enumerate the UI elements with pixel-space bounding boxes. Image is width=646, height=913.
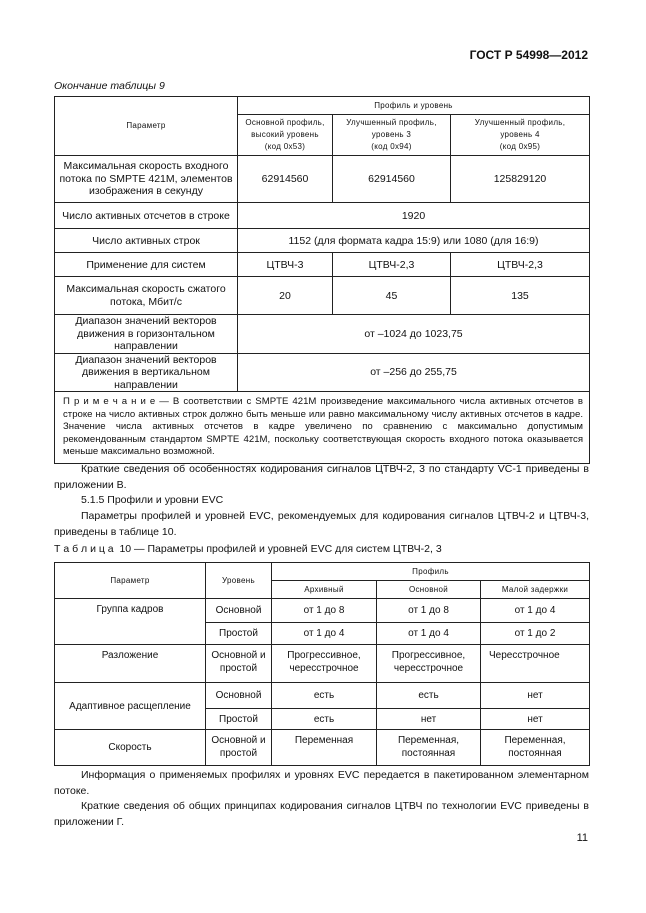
table-9	[54, 96, 590, 464]
cell-value: от 1 до 4	[272, 623, 377, 645]
cell-value: 45	[333, 277, 451, 315]
paragraph-vc1: Краткие сведения об особенностях кодирования сигналов ЦТВЧ-2, 3 по стандарту VC-1 приведены в приложении В.	[54, 463, 589, 491]
cell-level: Основной и простой	[206, 645, 272, 683]
cell-value: нет	[481, 709, 590, 730]
cell-value: от –256 до 255,75	[238, 353, 590, 392]
row-label: Число активных отсчетов в строке	[55, 203, 238, 229]
row-label: Максимальная скорость сжатого потока, Мбит/с	[55, 277, 238, 315]
cell-value: 1152 (для формата кадра 15:9) или 1080 (для 16:9)	[238, 229, 590, 253]
cell-value: 62914560	[238, 156, 333, 203]
cell-value: ЦТВЧ-2,3	[451, 253, 590, 277]
row-label: Максимальная скорость входного потока по SMPTE 421M, элементов изображения в секунду	[55, 156, 238, 203]
table-row	[55, 353, 590, 392]
table9-note: П р и м е ч а н и е — В соответствии с SMPTE 421M произведение максимального числа активных отсчетов в строке на число активных строк должно быть меньше или равно максимальному числу активных отсчетов в кадре. Значение числа активных отсчетов в кадре увеличено по сравнению с максимально допустимым рекомендованным стандартом SMPTE 421M, поскольку соответствующая скорость входного потока оказывается меньше максимально возможной.	[55, 392, 590, 464]
cell-value: нет	[377, 709, 481, 730]
table9-param-header: Параметр	[55, 97, 238, 156]
table-row	[55, 315, 590, 354]
table10-caption: Т а б л и ц а 10 — Параметры профилей и уровней EVC для систем ЦТВЧ-2, 3	[54, 543, 442, 555]
table9-group-header: Профиль и уровень	[238, 97, 590, 115]
table9-col3-header: Улучшенный профиль, уровень 4 (код 0x95)	[451, 115, 590, 156]
document-header: ГОСТ Р 54998—2012	[469, 48, 588, 62]
cell-value: Переменная, постоянная	[481, 730, 590, 766]
row-label: Группа кадров	[55, 599, 206, 645]
row-label: Разложение	[55, 645, 206, 683]
cell-value: Прогрессивное, чересстрочное	[377, 645, 481, 683]
row-label: Адаптивное расщепление	[55, 683, 206, 730]
page-number: 11	[576, 832, 588, 844]
table9-caption: Окончание таблицы 9	[54, 80, 165, 92]
row-label: Применение для систем	[55, 253, 238, 277]
profile-main: Основной	[377, 581, 481, 599]
cell-value: нет	[481, 683, 590, 709]
cell-level: Основной	[206, 683, 272, 709]
section-heading: 5.1.5 Профили и уровни EVC	[81, 494, 224, 506]
cell-level: Основной и простой	[206, 730, 272, 766]
cell-value: есть	[272, 683, 377, 709]
table10-profile-header: Профиль	[272, 563, 590, 581]
cell-level: Основной	[206, 599, 272, 623]
table-10	[54, 562, 590, 766]
table9-col2-header: Улучшенный профиль, уровень 3 (код 0x94)	[333, 115, 451, 156]
cell-level: Простой	[206, 709, 272, 730]
table-row	[55, 203, 590, 229]
table-row	[55, 253, 590, 277]
cell-value: Переменная, постоянная	[377, 730, 481, 766]
table-row	[55, 277, 590, 315]
paragraph-evc-appendix: Краткие сведения об общих принципах кодирования сигналов ЦТВЧ по технологии EVC приведены в приложении Г.	[54, 800, 589, 828]
cell-value: Чересстрочное	[481, 645, 590, 683]
table10-param-header: Параметр	[55, 563, 206, 599]
table10-level-header: Уровень	[206, 563, 272, 599]
cell-value: от 1 до 4	[377, 623, 481, 645]
paragraph-evc-intro: Параметры профилей и уровней EVC, рекомендуемых для кодирования сигналов ЦТВЧ-2 и ЦТВЧ-3, приведены в таблице 10.	[54, 510, 589, 538]
table-row	[55, 730, 590, 766]
table9-col1-header: Основной профиль, высокий уровень (код 0x53)	[238, 115, 333, 156]
cell-value: от –1024 до 1023,75	[238, 315, 590, 354]
profile-archive: Архивный	[272, 581, 377, 599]
cell-value: есть	[377, 683, 481, 709]
cell-value: от 1 до 4	[481, 599, 590, 623]
table-row	[55, 156, 590, 203]
cell-value: ЦТВЧ-3	[238, 253, 333, 277]
cell-value: 135	[451, 277, 590, 315]
row-label: Скорость	[55, 730, 206, 766]
cell-value: 62914560	[333, 156, 451, 203]
table-row	[55, 683, 590, 709]
table-row	[55, 599, 590, 623]
row-label: Диапазон значений векторов движения в вертикальном направлении	[55, 353, 238, 392]
cell-level: Простой	[206, 623, 272, 645]
cell-value: 125829120	[451, 156, 590, 203]
cell-value: 20	[238, 277, 333, 315]
table-row	[55, 645, 590, 683]
cell-value: от 1 до 8	[377, 599, 481, 623]
table-row	[55, 229, 590, 253]
row-label: Число активных строк	[55, 229, 238, 253]
paragraph-evc-info: Информация о применяемых профилях и уровнях EVC передается в пакетированном элементарном потоке.	[54, 769, 589, 797]
cell-value: 1920	[238, 203, 590, 229]
cell-value: от 1 до 8	[272, 599, 377, 623]
cell-value: Переменная	[272, 730, 377, 766]
cell-value: Прогрессивное, чересстрочное	[272, 645, 377, 683]
cell-value: от 1 до 2	[481, 623, 590, 645]
row-label: Диапазон значений векторов движения в горизонтальном направлении	[55, 315, 238, 354]
cell-value: ЦТВЧ-2,3	[333, 253, 451, 277]
cell-value: есть	[272, 709, 377, 730]
profile-low-delay: Малой задержки	[481, 581, 590, 599]
